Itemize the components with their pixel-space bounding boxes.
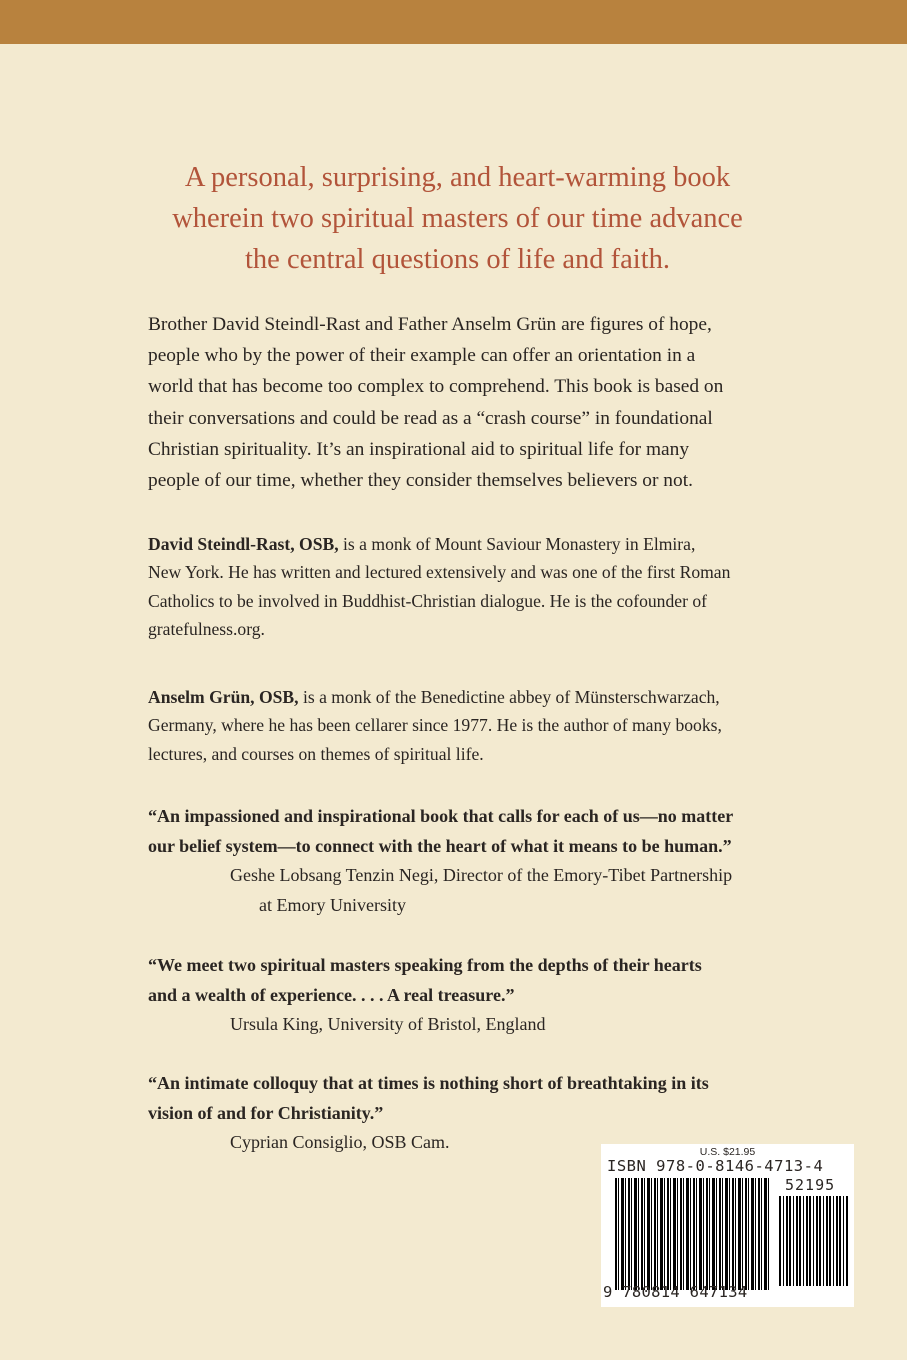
description [148,309,848,496]
bio-line: Catholics to be involved in Buddhist-Christian dialogue. He is the cofounder of [148,590,707,611]
bio-line: New York. He has written and lectured extensively and was one of the first Roman [148,562,731,583]
quote-line: “An intimate colloquy that at times is nothing short of breathtaking in its [148,1073,709,1093]
author-name: David Steindl-Rast, OSB, [148,534,339,554]
quote-attribution: Geshe Lobsang Tenzin Negi, Director of the Emory-Tibet Partnership [230,865,733,885]
description-line: people who by the power of their example can offer an orientation in a [148,345,696,367]
isbn-number: ISBN 978-0-8146-4713-4 [607,1157,824,1175]
addon-barcode-bars [779,1196,849,1286]
price-addon-code: 52195 [785,1176,836,1194]
tagline-line: the central questions of life and faith. [245,244,670,275]
quote-attribution: Cyprian Consiglio, OSB Cam. [230,1132,450,1152]
bio-line: lectures, and courses on themes of spiritual life. [148,743,484,764]
description-line: world that has become too complex to comprehend. This book is based on [148,376,724,398]
ean-digits: 9 780814 647134 [603,1283,748,1301]
top-color-band [0,0,907,44]
tagline-line: wherein two spiritual masters of our time advance [172,203,743,234]
endorsement-quote [148,951,848,1040]
bio-line: gratefulness.org. [148,619,265,640]
quote-line: vision of and for Christianity.” [148,1102,384,1123]
quote-line: “An impassioned and inspirational book that calls for each of us—no matter [148,806,734,826]
author-bio-gruen [148,683,848,768]
description-line: Brother David Steindl-Rast and Father Anselm Grün are figures of hope, [148,314,712,335]
endorsement-quote [148,802,848,920]
quote-line: and a wealth of experience. . . . A real treasure.” [148,984,515,1005]
barcode [601,1144,854,1307]
description-line: people of our time, whether they consider themselves believers or not. [148,470,693,492]
description-line: their conversations and could be read as a “crash course” in foundational [148,407,713,429]
quote-line: “We meet two spiritual masters speaking from the depths of their hearts [148,955,702,975]
description-line: Christian spirituality. It’s an inspirational aid to spiritual life for many [148,438,690,460]
ean-barcode-bars [615,1178,771,1290]
tagline-line: A personal, surprising, and heart-warming book [184,162,731,193]
quote-line: our belief system—to connect with the heart of what it means to be human.” [148,835,732,856]
bio-line: Germany, where he has been cellarer since 1977. He is the author of many books, [148,715,722,736]
quote-attribution: Ursula King, University of Bristol, England [230,1014,546,1034]
author-bio-steindl-rast [148,530,848,644]
quote-attribution: at Emory University [259,894,406,915]
bio-text: is a monk of the Benedictine abbey of Münsterschwarzach, [298,687,720,707]
tagline [60,157,855,280]
price-label: U.S. $21.95 [699,1146,756,1158]
author-name: Anselm Grün, OSB, [148,687,299,707]
bio-text: is a monk of Mount Saviour Monastery in Elmira, [338,534,696,554]
